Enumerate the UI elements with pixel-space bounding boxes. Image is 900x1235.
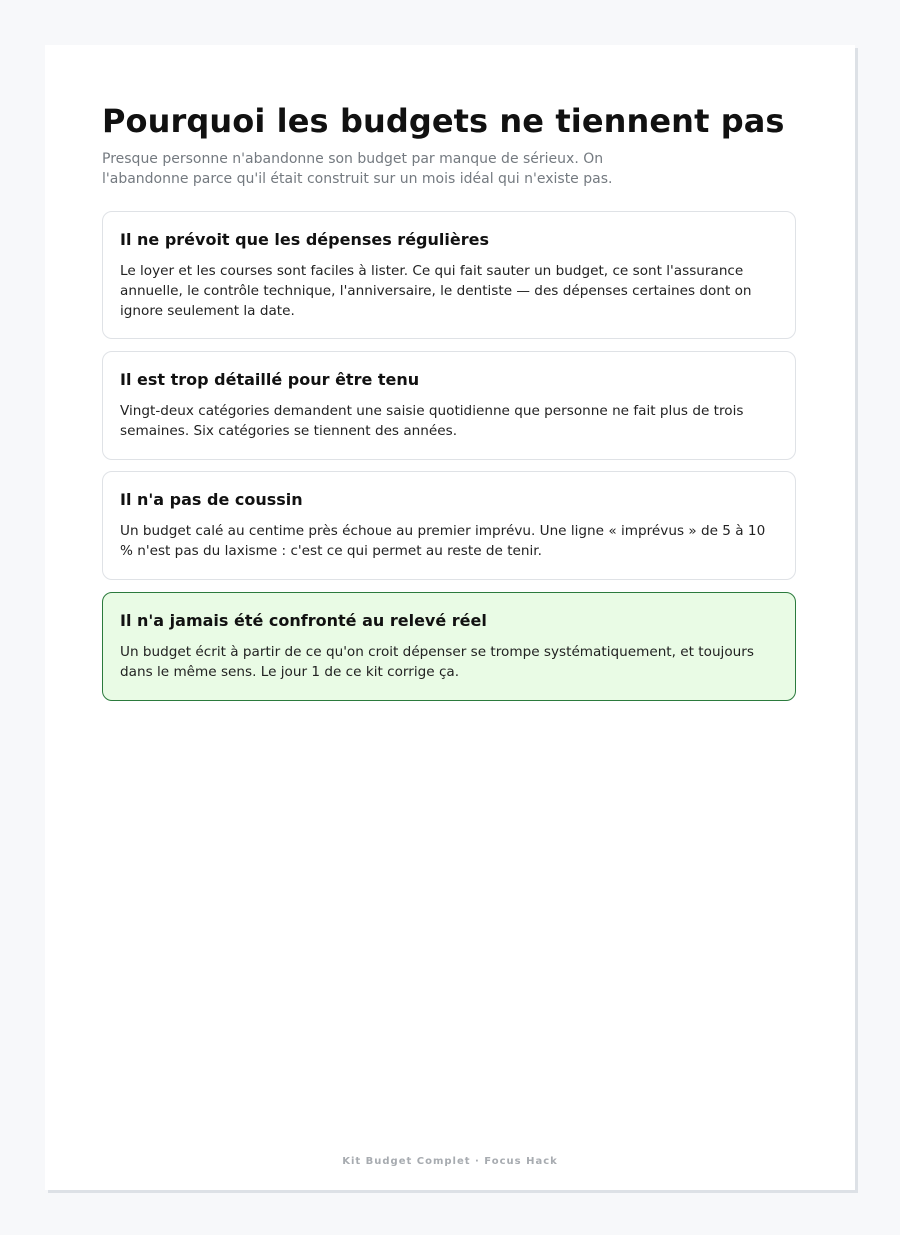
card-title: Il n'a pas de coussin: [120, 490, 303, 509]
page-footer: Kit Budget Complet · Focus Hack: [342, 1156, 558, 1167]
document-page: [45, 45, 855, 1190]
reason-card-too-detailed: [102, 351, 796, 460]
card-body: Vingt-deux catégories demandent une saisie quotidienne que personne ne fait plus de trois semaines. Six catégories se tiennent des années.: [120, 403, 744, 439]
card-title: Il est trop détaillé pour être tenu: [120, 370, 420, 389]
card-title: Il ne prévoit que les dépenses régulières: [120, 230, 489, 249]
card-title: Il n'a jamais été confronté au relevé réel: [120, 611, 487, 630]
reason-card-regular-expenses: [102, 211, 796, 339]
card-body: Le loyer et les courses sont faciles à lister. Ce qui fait sauter un budget, ce sont l'assurance annuelle, le contrôle technique, l'anniversaire, le dentiste — des dépenses certaines dont on ignore seulement la date.: [120, 263, 752, 319]
page-title: Pourquoi les budgets ne tiennent pas: [102, 102, 785, 140]
reason-card-no-cushion: [102, 471, 796, 580]
card-body: Un budget écrit à partir de ce qu'on croit dépenser se trompe systématiquement, et toujours dans le même sens. Le jour 1 de ce kit corrige ça.: [120, 644, 754, 680]
page-subtitle: Presque personne n'abandonne son budget par manque de sérieux. On l'abandonne parce qu'il était construit sur un mois idéal qui n'existe pas.: [102, 151, 613, 187]
reason-card-real-statement: [102, 592, 796, 701]
card-body: Un budget calé au centime près échoue au premier imprévu. Une ligne « imprévus » de 5 à 10 % n'est pas du laxisme : c'est ce qui permet au reste de tenir.: [120, 523, 766, 559]
